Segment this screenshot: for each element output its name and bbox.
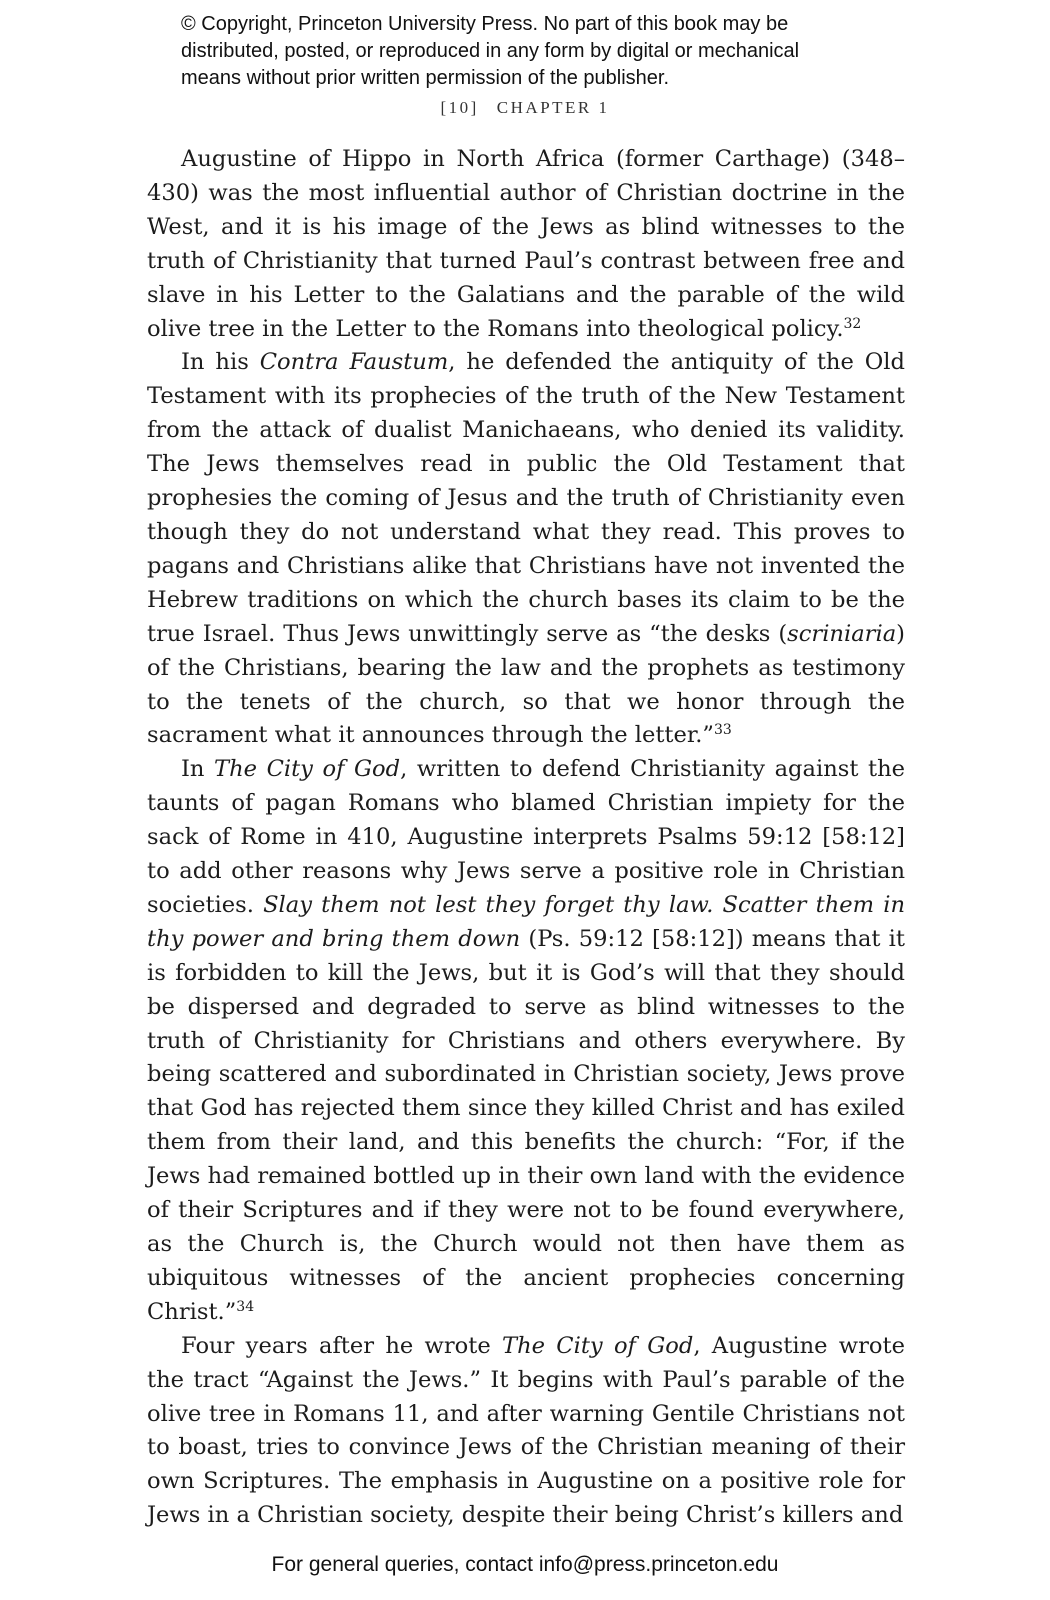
paragraph-2-text-a: In his	[181, 349, 260, 376]
running-head	[0, 98, 1050, 118]
footnote-ref-32: 32	[843, 315, 862, 332]
paragraph-4-text-c: , Augustine wrote the tract “Against the Jews.” It begins with Paul’s parable of the olive tree in Romans 11, and after warning Gentile Christians not to boast, tries to convince Jews of the Christian meaning of their own Scriptures. The emphasis in Augustine on a positive role for Jews in a Christian society, despite their being Christ’s killers and	[147, 1332, 905, 1529]
paragraph-3-text-c: , written to defend Christianity against the taunts of pagan Romans who blamed Christian impiety for the sack of Rome in 410, Augustine interprets Psalms 59:12 [58:12] to add other reasons why Jews serve a positive role in Christian societies.	[147, 756, 905, 918]
paragraph-3-italic-city-of-god: The City of God	[214, 756, 401, 783]
contact-footer: For general queries, contact info@press.princeton.edu	[271, 1553, 779, 1576]
paragraph-1	[147, 143, 905, 346]
paragraph-3-text-a: In	[181, 756, 215, 783]
copyright-line-1: © Copyright, Princeton University Press. No part of this book may be	[181, 13, 789, 35]
paragraph-3	[147, 753, 905, 1329]
paragraph-4-text-a: Four years after he wrote	[181, 1332, 503, 1359]
paragraph-4	[147, 1330, 905, 1533]
chapter-label: CHAPTER 1	[496, 98, 610, 117]
copyright-notice	[181, 11, 941, 92]
paragraph-2-text-e: ) of the Christians, bearing the law and the prophets as testimony to the tenets of the church, so that we honor through the sacrament what it announces through the letter.”	[147, 620, 905, 749]
footnote-ref-34: 34	[236, 1298, 255, 1315]
copyright-line-2: distributed, posted, or reproduced in any form by digital or mechanical	[181, 40, 800, 62]
paragraph-3-text-e: (Ps. 59:12 [58:12]) means that it is forbidden to kill the Jews, but it is God’s will that they should be dispersed and degraded to serve as blind witnesses to the truth of Christianity for Christians and others everywhere. By being scattered and subordinated in Christian society, Jews prove that God has rejected them since they killed Christ and has exiled them from their land, and this benefits the church: “For, if the Jews had remained bottled up in their own land with the evidence of their Scriptures and if they were not to be found everywhere, as the Church is, the Church would not then have them as ubiquitous witnesses of the ancient prophecies concerning Christ.”	[147, 925, 905, 1325]
paragraph-2-text-c: , he defended the antiquity of the Old Testament with its prophecies of the truth of the New Testament from the attack of dualist Manichaeans, who denied its validity. The Jews themselves read in public the Old Testament that prophesies the coming of Jesus and the truth of Christianity even though they do not understand what they read. This proves to pagans and Christians alike that Christians have not invented the Hebrew traditions on which the church bases its claim to be the true Israel. Thus Jews unwittingly serve as “the desks (	[147, 349, 905, 647]
page-number: [10]	[440, 98, 479, 117]
paragraph-4-italic-city-of-god: The City of God	[502, 1332, 694, 1359]
paragraph-2-italic-contra-faustum: Contra Faustum	[259, 349, 449, 376]
paragraph-2-italic-scriniaria: scriniaria	[787, 620, 897, 647]
paragraph-3-italic-psalm-quote: Slay them not lest they forget thy law. Scatter them in thy power and bring them down	[147, 891, 905, 952]
footnote-ref-33: 33	[713, 722, 732, 739]
copyright-line-3: means without prior written permission of the publisher.	[181, 67, 670, 89]
page-body	[147, 143, 905, 1533]
paragraph-2	[147, 346, 905, 753]
paragraph-1-text: Augustine of Hippo in North Africa (former Carthage) (348–430) was the most influential author of Christian doctrine in the West, and it is his image of the Jews as blind witnesses to the truth of Christianity that turned Paul’s contrast between free and slave in his Letter to the Galatians and the parable of the wild olive tree in the Letter to the Romans into theological policy.	[147, 146, 905, 342]
